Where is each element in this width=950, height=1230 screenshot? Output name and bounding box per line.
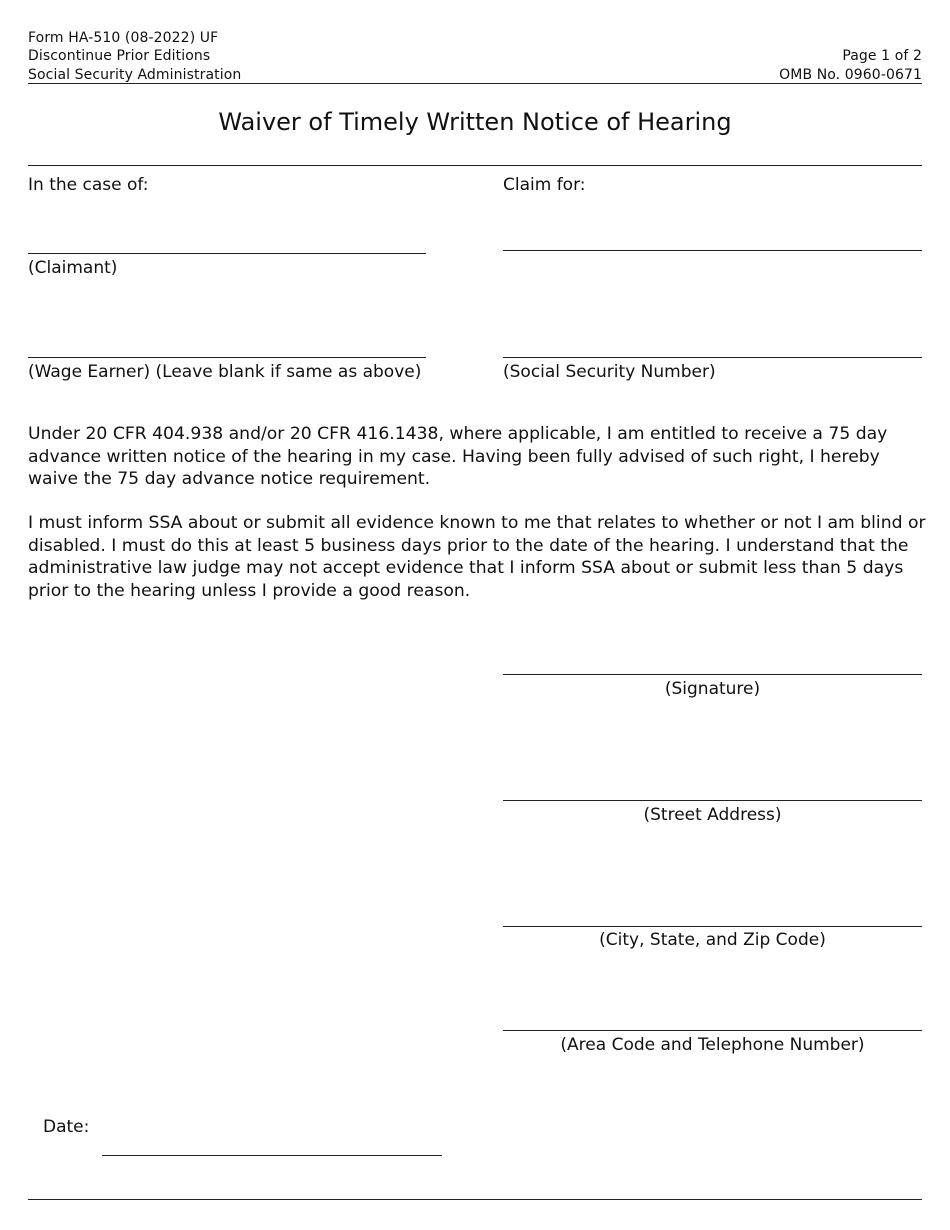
header-divider	[28, 83, 922, 84]
street-address-line	[503, 800, 922, 801]
ssn-field[interactable]	[503, 334, 922, 356]
signature-line	[503, 674, 922, 675]
date-label: Date:	[43, 1117, 90, 1137]
in-case-of-line	[28, 253, 426, 254]
city-state-zip-caption: (City, State, and Zip Code)	[599, 930, 826, 950]
footer-divider	[28, 1199, 922, 1200]
page-title: Waiver of Timely Written Notice of Hearing	[218, 108, 732, 136]
evidence-paragraph: I must inform SSA about or submit all evidence known to me that relates to whether or not I am blind or disabled. I must do this at least 5 business days prior to the date of the hearing. I understand that the administrative law judge may not accept evidence that I inform SSA about or submit less than 5 days prior to the hearing unless I provide a good reason.	[28, 513, 926, 601]
ssn-line	[503, 357, 922, 358]
city-state-zip-line	[503, 926, 922, 927]
in-case-of-label: In the case of:	[28, 175, 149, 195]
street-address-field[interactable]	[503, 777, 922, 799]
discontinue-note: Discontinue Prior Editions	[28, 48, 211, 64]
wage-earner-field[interactable]	[28, 334, 426, 356]
telephone-field[interactable]	[503, 1007, 922, 1029]
signature-caption: (Signature)	[664, 679, 761, 699]
claimant-caption: (Claimant)	[28, 258, 118, 278]
signature-field[interactable]	[503, 651, 922, 673]
claim-for-line	[503, 250, 922, 251]
telephone-line	[503, 1030, 922, 1031]
wage-earner-caption: (Wage Earner) (Leave blank if same as above)	[28, 362, 422, 382]
claim-for-label: Claim for:	[503, 175, 586, 195]
waiver-paragraph: Under 20 CFR 404.938 and/or 20 CFR 416.1438, where applicable, I am entitled to receive a 75 day advance written notice of the hearing in my case. Having been fully advised of such right, I hereby waive the 75 day advance notice requirement.	[28, 424, 888, 489]
date-field[interactable]	[102, 1132, 442, 1154]
ssn-caption: (Social Security Number)	[503, 362, 716, 382]
title-divider	[28, 165, 922, 166]
agency-name: Social Security Administration	[28, 67, 242, 83]
telephone-caption: (Area Code and Telephone Number)	[560, 1035, 865, 1055]
street-address-caption: (Street Address)	[643, 805, 782, 825]
wage-earner-line	[28, 357, 426, 358]
page-indicator: Page 1 of 2	[842, 48, 922, 64]
claim-for-field[interactable]	[503, 227, 922, 249]
in-case-of-field[interactable]	[28, 230, 426, 252]
date-line	[102, 1155, 442, 1156]
city-state-zip-field[interactable]	[503, 903, 922, 925]
omb-number: OMB No. 0960-0671	[779, 67, 922, 83]
form-number: Form HA-510 (08-2022) UF	[28, 30, 219, 46]
